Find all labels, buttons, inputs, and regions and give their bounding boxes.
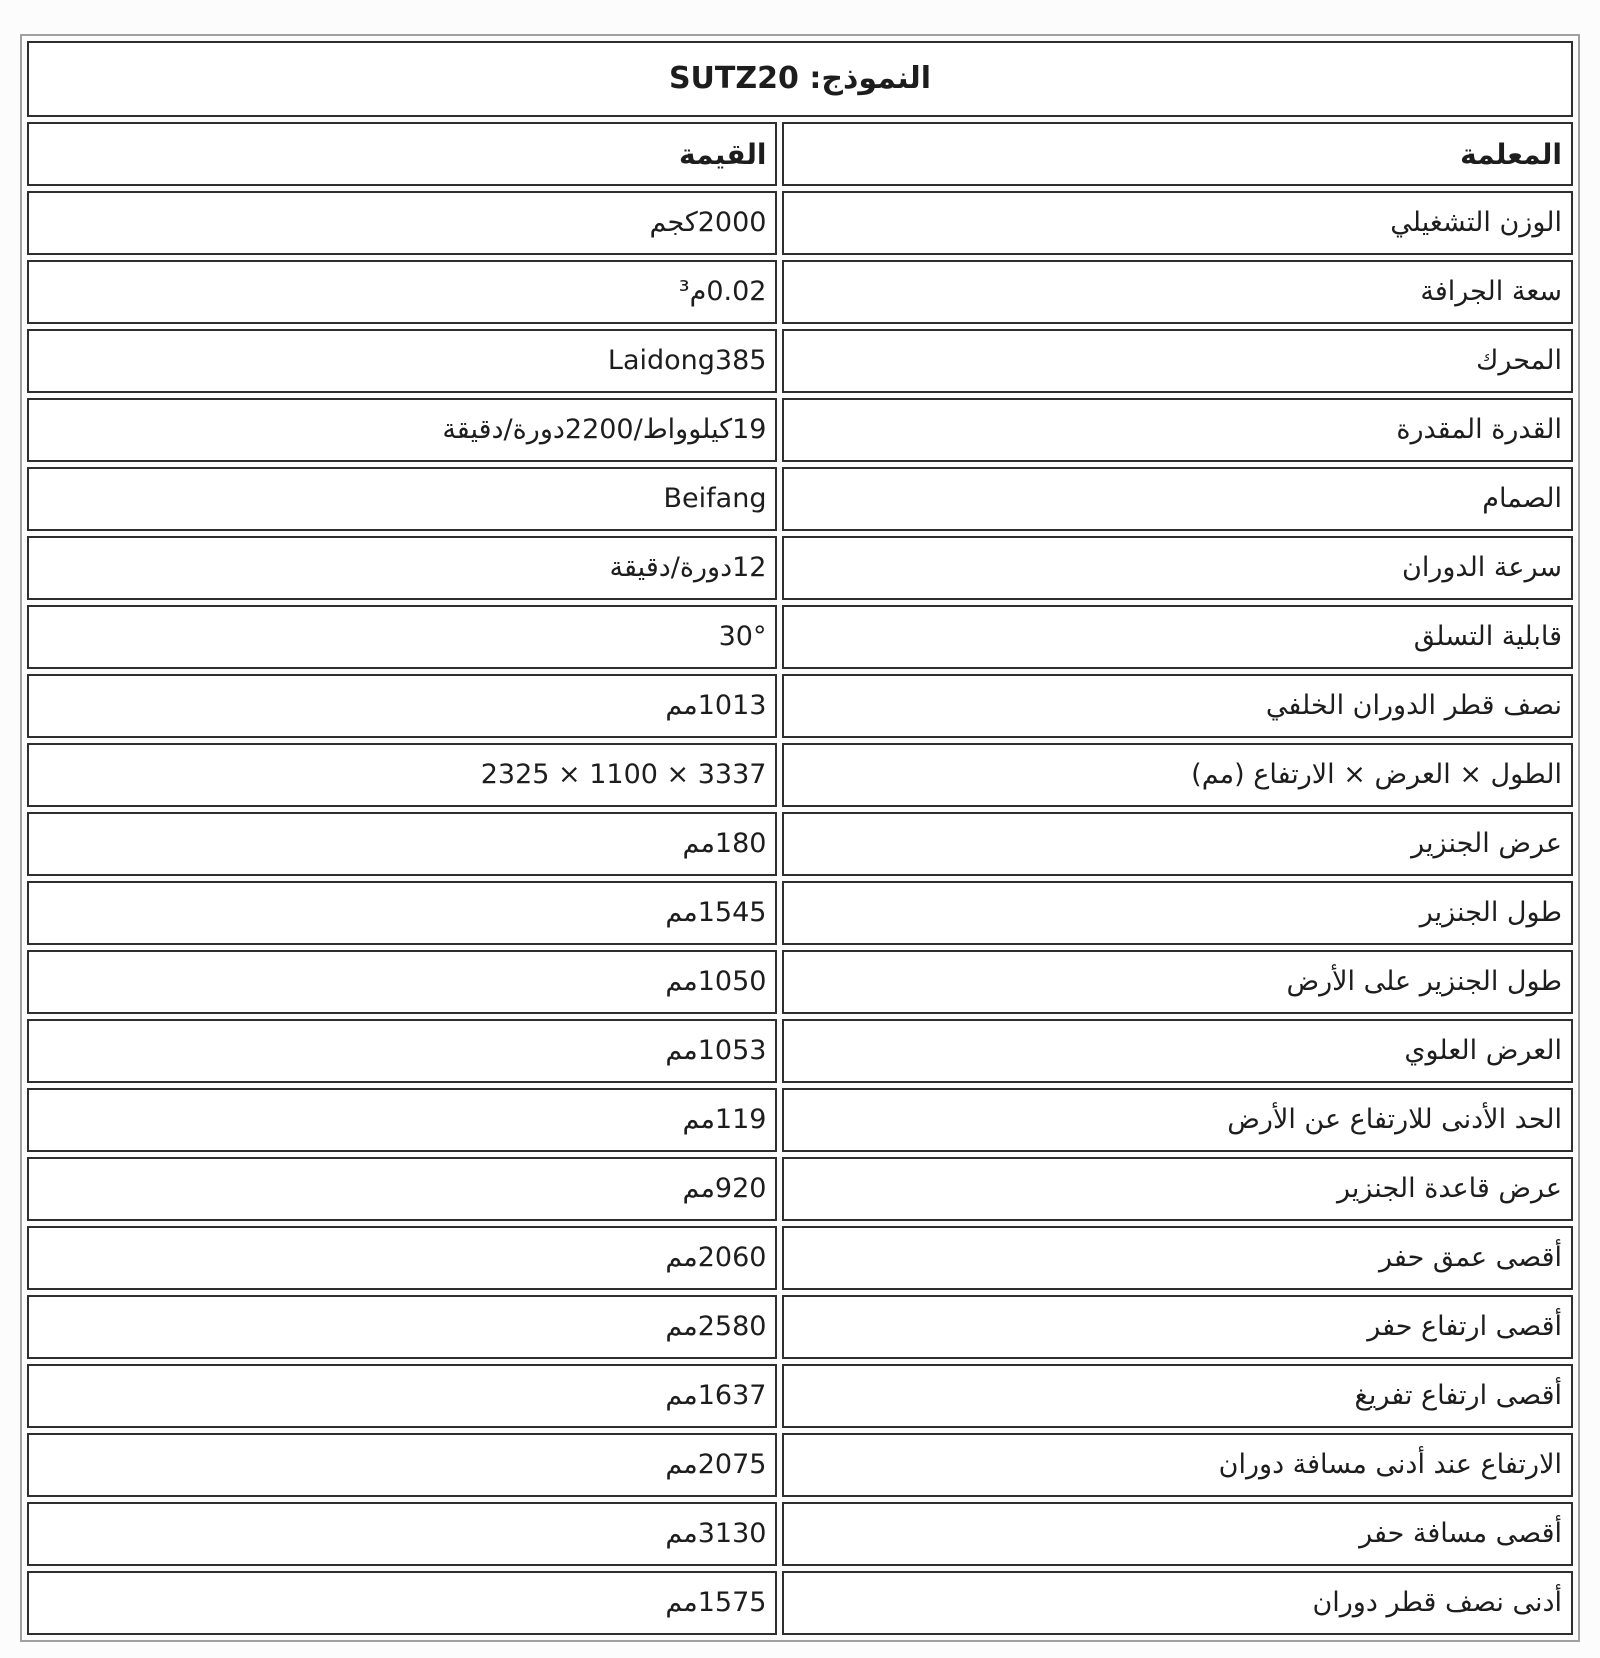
parameter-cell: طول الجنزير على الأرض — [782, 950, 1573, 1014]
spec-row — [27, 812, 1573, 876]
value-cell: 180مم — [27, 812, 777, 876]
spec-row — [27, 674, 1573, 738]
spec-row — [27, 1226, 1573, 1290]
value-cell: 1013مم — [27, 674, 777, 738]
spec-row — [27, 329, 1573, 393]
value-cell: 1050مم — [27, 950, 777, 1014]
parameter-cell: عرض قاعدة الجنزير — [782, 1157, 1573, 1221]
parameter-cell: سرعة الدوران — [782, 536, 1573, 600]
parameter-cell: الحد الأدنى للارتفاع عن الأرض — [782, 1088, 1573, 1152]
spec-row — [27, 536, 1573, 600]
parameter-cell: عرض الجنزير — [782, 812, 1573, 876]
spec-row — [27, 1433, 1573, 1497]
value-cell: 30° — [27, 605, 777, 669]
parameter-cell: أدنى نصف قطر دوران — [782, 1571, 1573, 1635]
parameter-cell: القدرة المقدرة — [782, 398, 1573, 462]
parameter-cell: سعة الجرافة — [782, 260, 1573, 324]
spec-row — [27, 605, 1573, 669]
value-cell: Laidong385 — [27, 329, 777, 393]
parameter-cell: نصف قطر الدوران الخلفي — [782, 674, 1573, 738]
parameter-cell: الارتفاع عند أدنى مسافة دوران — [782, 1433, 1573, 1497]
column-header-value: القيمة — [27, 122, 777, 186]
parameter-cell: الطول × العرض × الارتفاع (مم) — [782, 743, 1573, 807]
value-cell: 119مم — [27, 1088, 777, 1152]
table-title-row — [27, 41, 1573, 117]
value-cell: 920مم — [27, 1157, 777, 1221]
spec-row — [27, 950, 1573, 1014]
parameter-cell: المحرك — [782, 329, 1573, 393]
spec-row — [27, 398, 1573, 462]
spec-table — [20, 34, 1580, 1642]
value-cell: Beifang — [27, 467, 777, 531]
table-header-row — [27, 122, 1573, 186]
value-cell: 2000كجم — [27, 191, 777, 255]
spec-row — [27, 743, 1573, 807]
value-cell: 1575مم — [27, 1571, 777, 1635]
parameter-cell: أقصى عمق حفر — [782, 1226, 1573, 1290]
spec-row — [27, 1088, 1573, 1152]
value-cell: 12دورة/دقيقة — [27, 536, 777, 600]
parameter-cell: طول الجنزير — [782, 881, 1573, 945]
value-cell: 3337 × 1100 × 2325 — [27, 743, 777, 807]
parameter-cell: أقصى ارتفاع حفر — [782, 1295, 1573, 1359]
value-cell: 0.02م³ — [27, 260, 777, 324]
value-cell: 19كيلوواط/2200دورة/دقيقة — [27, 398, 777, 462]
spec-row — [27, 260, 1573, 324]
value-cell: 1637مم — [27, 1364, 777, 1428]
parameter-cell: أقصى ارتفاع تفريغ — [782, 1364, 1573, 1428]
spec-row — [27, 1295, 1573, 1359]
spec-row — [27, 1571, 1573, 1635]
value-cell: 1053مم — [27, 1019, 777, 1083]
spec-row — [27, 1019, 1573, 1083]
parameter-cell: قابلية التسلق — [782, 605, 1573, 669]
value-cell: 2060مم — [27, 1226, 777, 1290]
parameter-cell: العرض العلوي — [782, 1019, 1573, 1083]
parameter-cell: أقصى مسافة حفر — [782, 1502, 1573, 1566]
parameter-cell: الوزن التشغيلي — [782, 191, 1573, 255]
spec-row — [27, 1364, 1573, 1428]
table-title: النموذج: SUTZ20 — [27, 41, 1573, 117]
parameter-cell: الصمام — [782, 467, 1573, 531]
value-cell: 1545مم — [27, 881, 777, 945]
spec-row — [27, 467, 1573, 531]
spec-row — [27, 1157, 1573, 1221]
spec-row — [27, 191, 1573, 255]
value-cell: 2580مم — [27, 1295, 777, 1359]
column-header-parameter: المعلمة — [782, 122, 1573, 186]
value-cell: 2075مم — [27, 1433, 777, 1497]
spec-row — [27, 1502, 1573, 1566]
spec-table-body — [27, 41, 1573, 1635]
spec-row — [27, 881, 1573, 945]
value-cell: 3130مم — [27, 1502, 777, 1566]
